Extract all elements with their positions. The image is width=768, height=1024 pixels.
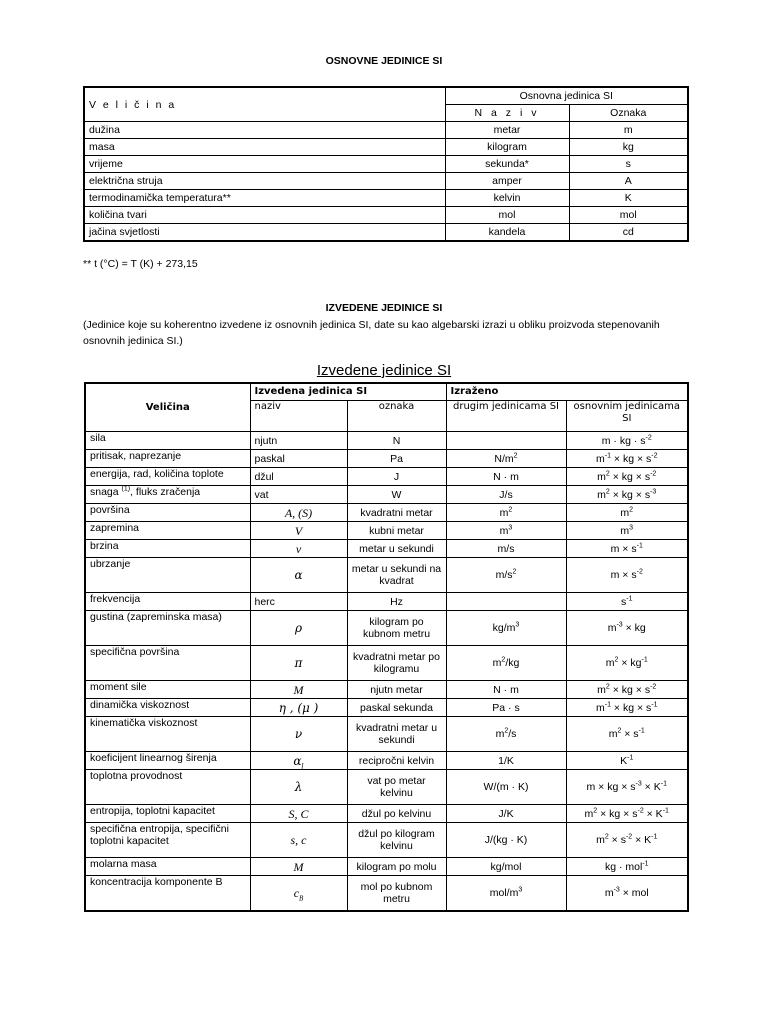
other-units-cell: Pa · s	[446, 699, 566, 717]
quantity-cell: dinamička viskoznost	[85, 699, 250, 717]
unit-symbol-cell: kilogram po kubnom metru	[347, 611, 446, 646]
name-header: naziv	[250, 401, 347, 432]
table-row	[85, 823, 688, 858]
quantity-symbol-cell: M	[250, 681, 347, 699]
symbol-header: oznaka	[347, 401, 446, 432]
section1-title: OSNOVNE JEDINICE SI	[325, 55, 443, 67]
table-row	[84, 224, 688, 242]
other-units-cell: $kg/m^3$	[446, 611, 566, 646]
quantity-cell: površina	[85, 504, 250, 522]
unit-symbol-cell: J	[347, 468, 446, 486]
other-units-cell	[446, 593, 566, 611]
other-units-cell: $m^2/s$	[446, 717, 566, 752]
base-units-cell: $s^{-1}$	[566, 593, 688, 611]
unit-symbol-cell: A	[569, 173, 688, 190]
expressed-group-header: Izraženo	[446, 383, 688, 401]
name-header: N a z i v	[445, 105, 569, 122]
other-units-cell: $m^2/kg$	[446, 646, 566, 681]
unit-name-cell: kilogram	[445, 139, 569, 156]
section2-subtitle: (Jedinice koje su koherentno izvedene iz osnovnih jedinica SI, date su kao algebarski izrazi u obliku proizvoda stepenovanih osnovnih jedinica SI.)	[83, 319, 660, 347]
other-units-cell: kg/mol	[446, 858, 566, 876]
other-units-cell	[446, 432, 566, 450]
other-units-cell: N · m	[446, 681, 566, 699]
quantity-cell: električna struja	[84, 173, 445, 190]
base-units-header: osnovnim jedinicama SI	[566, 401, 688, 432]
table-row	[85, 558, 688, 593]
unit-symbol-cell: metar u sekundi	[347, 540, 446, 558]
quantity-symbol-cell: α	[250, 558, 347, 593]
quantity-symbol-cell: ν	[250, 717, 347, 752]
quantity-cell: snaga $^{(1)}$, fluks zračenja	[85, 486, 250, 504]
quantity-cell: gustina (zapreminska masa)	[85, 611, 250, 646]
unit-symbol-cell: kvadratni metar	[347, 504, 446, 522]
unit-name-cell: amper	[445, 173, 569, 190]
table-row	[85, 432, 688, 450]
unit-symbol-cell: kilogram po molu	[347, 858, 446, 876]
quantity-symbol-cell: s, c	[250, 823, 347, 858]
table-row	[85, 540, 688, 558]
other-units-header: drugim jedinicama SI	[446, 401, 566, 432]
other-units-cell: J/(kg · K)	[446, 823, 566, 858]
table-row	[85, 681, 688, 699]
quantity-cell: jačina svjetlosti	[84, 224, 445, 242]
unit-symbol-cell: K	[569, 190, 688, 207]
base-units-cell: kg · mol$^{-1}$	[566, 858, 688, 876]
quantity-symbol-cell: M	[250, 858, 347, 876]
quantity-cell: specifična površina	[85, 646, 250, 681]
quantity-cell: entropija, toplotni kapacitet	[85, 805, 250, 823]
table-row	[85, 876, 688, 912]
table-row	[85, 486, 688, 504]
derived-unit-group-header: Izvedena jedinica SI	[250, 383, 446, 401]
other-units-cell: 1/K	[446, 752, 566, 770]
base-units-cell: $m \times s^{-2}$	[566, 558, 688, 593]
base-units-cell: $K^{-1}$	[566, 752, 688, 770]
quantity-symbol-cell: λ	[250, 770, 347, 805]
derived-units-table	[84, 382, 689, 912]
quantity-cell: količina tvari	[84, 207, 445, 224]
quantity-symbol-cell: π	[250, 646, 347, 681]
table-row	[85, 522, 688, 540]
base-units-cell: $m^2 \times s^{-1}$	[566, 717, 688, 752]
unit-symbol-cell: mol po kubnom metru	[347, 876, 446, 912]
table-row	[85, 752, 688, 770]
quantity-cell: frekvencija	[85, 593, 250, 611]
quantity-header: Veličina	[85, 383, 250, 432]
quantity-cell: termodinamička temperatura**	[84, 190, 445, 207]
table-row	[85, 699, 688, 717]
table-row	[85, 611, 688, 646]
unit-symbol-cell: vat po metar kelvinu	[347, 770, 446, 805]
base-units-cell: $m^2$ × kg × $s^{-2}$	[566, 468, 688, 486]
quantity-symbol-cell: $c_B$	[250, 876, 347, 912]
base-units-cell: m · kg · $s^{-2}$	[566, 432, 688, 450]
table-row	[85, 646, 688, 681]
other-units-cell: $m^3$	[446, 522, 566, 540]
unit-symbol-cell: Pa	[347, 450, 446, 468]
base-units-cell: m × kg × $s^{-3} \times K^{-1}$	[566, 770, 688, 805]
table-row	[85, 770, 688, 805]
other-units-cell: J/s	[446, 486, 566, 504]
base-units-cell: $m^2 \times kg^{-1}$	[566, 646, 688, 681]
base-units-cell: $m^2$ × kg × $s^{-2}$	[566, 681, 688, 699]
quantity-cell: masa	[84, 139, 445, 156]
quantity-symbol-cell: η , (μ )	[250, 699, 347, 717]
unit-name-cell: džul	[250, 468, 347, 486]
quantity-cell: kinematička viskoznost	[85, 717, 250, 752]
table-row	[85, 468, 688, 486]
base-units-cell: $m^2$ × kg × $s^{-2} \times K^{-1}$	[566, 805, 688, 823]
other-units-cell: N · m	[446, 468, 566, 486]
table-row	[84, 207, 688, 224]
unit-name-cell: vat	[250, 486, 347, 504]
unit-symbol-cell: kg	[569, 139, 688, 156]
unit-name-cell: njutn	[250, 432, 347, 450]
unit-symbol-cell: s	[569, 156, 688, 173]
table-row	[85, 858, 688, 876]
other-units-cell: J/K	[446, 805, 566, 823]
quantity-cell: toplotna provodnost	[85, 770, 250, 805]
table-row	[84, 173, 688, 190]
derived-table-title: Izvedene jedinice SI	[316, 362, 452, 379]
table-row	[84, 156, 688, 173]
unit-symbol-cell: W	[347, 486, 446, 504]
base-units-cell: $m^3$	[566, 522, 688, 540]
unit-symbol-cell: kvadratni metar po kilogramu	[347, 646, 446, 681]
base-units-cell: $m^{-1}$ × kg × $s^{-1}$	[566, 699, 688, 717]
quantity-cell: koeficijent linearnog širenja	[85, 752, 250, 770]
base-units-cell: $m^2$	[566, 504, 688, 522]
other-units-cell: W/(m · K)	[446, 770, 566, 805]
quantity-cell: specifična entropija, specifični toplotni kapacitet	[85, 823, 250, 858]
unit-symbol-cell: kubni metar	[347, 522, 446, 540]
quantity-symbol-cell: S, C	[250, 805, 347, 823]
quantity-symbol-cell: V	[250, 522, 347, 540]
other-units-cell: $m^2$	[446, 504, 566, 522]
quantity-cell: moment sile	[85, 681, 250, 699]
unit-symbol-cell: mol	[569, 207, 688, 224]
unit-name-cell: paskal	[250, 450, 347, 468]
quantity-cell: zapremina	[85, 522, 250, 540]
quantity-cell: energija, rad, količina toplote	[85, 468, 250, 486]
quantity-cell: pritisak, naprezanje	[85, 450, 250, 468]
symbol-header: Oznaka	[569, 105, 688, 122]
table-row	[84, 190, 688, 207]
base-units-table	[83, 86, 689, 242]
unit-symbol-cell: paskal sekunda	[347, 699, 446, 717]
base-unit-group-header: Osnovna jedinica SI	[445, 87, 688, 105]
base-units-cell: $m^2 \times s^{-2} \times K^{-1}$	[566, 823, 688, 858]
quantity-symbol-cell: v	[250, 540, 347, 558]
other-units-cell: $m/s^2$	[446, 558, 566, 593]
unit-symbol-cell: kvadratni metar u sekundi	[347, 717, 446, 752]
quantity-cell: ubrzanje	[85, 558, 250, 593]
unit-symbol-cell: metar u sekundi na kvadrat	[347, 558, 446, 593]
other-units-cell: mol/$m^3$	[446, 876, 566, 912]
unit-symbol-cell: cd	[569, 224, 688, 242]
table-row	[85, 805, 688, 823]
unit-name-cell: sekunda*	[445, 156, 569, 173]
quantity-cell: sila	[85, 432, 250, 450]
unit-name-cell: metar	[445, 122, 569, 139]
unit-symbol-cell: Hz	[347, 593, 446, 611]
table-row	[85, 593, 688, 611]
unit-symbol-cell: m	[569, 122, 688, 139]
unit-name-cell: herc	[250, 593, 347, 611]
base-units-cell: $m^2$ × kg × $s^{-3}$	[566, 486, 688, 504]
table-row	[85, 450, 688, 468]
quantity-cell: vrijeme	[84, 156, 445, 173]
quantity-cell: dužina	[84, 122, 445, 139]
other-units-cell: $N/m^2$	[446, 450, 566, 468]
base-units-cell: $m \times s^{-1}$	[566, 540, 688, 558]
base-units-cell: $m^{-3}$ × mol	[566, 876, 688, 912]
unit-symbol-cell: recipročni kelvin	[347, 752, 446, 770]
unit-name-cell: kandela	[445, 224, 569, 242]
quantity-symbol-cell: A, (S)	[250, 504, 347, 522]
quantity-symbol-cell: ρ	[250, 611, 347, 646]
quantity-cell: molarna masa	[85, 858, 250, 876]
table-row	[85, 504, 688, 522]
table-row	[84, 122, 688, 139]
temperature-footnote: ** t (°C) = T (K) + 273,15	[83, 258, 198, 270]
quantity-cell: koncentracija komponente B	[85, 876, 250, 912]
unit-symbol-cell: N	[347, 432, 446, 450]
quantity-header: V e l i č i n a	[84, 87, 445, 122]
unit-name-cell: mol	[445, 207, 569, 224]
unit-symbol-cell: njutn metar	[347, 681, 446, 699]
base-units-cell: $m^{-1}$ × kg × $s^{-2}$	[566, 450, 688, 468]
unit-symbol-cell: džul po kelvinu	[347, 805, 446, 823]
base-units-cell: $m^{-3}$ × kg	[566, 611, 688, 646]
unit-name-cell: kelvin	[445, 190, 569, 207]
table-row	[85, 717, 688, 752]
section2-title: IZVEDENE JEDINICE SI	[325, 302, 443, 314]
other-units-cell: m/s	[446, 540, 566, 558]
table-row	[84, 139, 688, 156]
unit-symbol-cell: džul po kilogram kelvinu	[347, 823, 446, 858]
quantity-symbol-cell: $\alpha_l$	[250, 752, 347, 770]
quantity-cell: brzina	[85, 540, 250, 558]
